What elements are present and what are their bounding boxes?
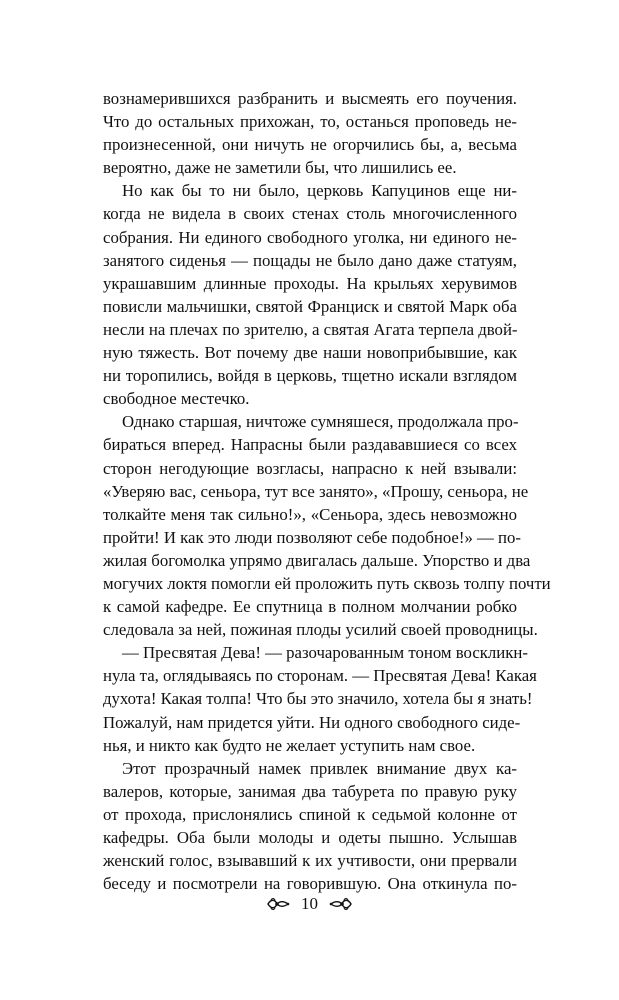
page-number: 10 [301,894,318,913]
text-line: украшавшим длинные проходы. На крыльях херувимов [103,273,517,293]
text-line: следовала за ней, пожиная плоды усилий своей проводницы. [103,620,538,640]
text-line: могучих локтя помогли ей проложить путь сквозь толпу почти [103,573,551,593]
text-line: «Уверяю вас, сеньора, тут все занято», «Прошу, сеньора, не [103,481,529,501]
text-line: нья, и никто как будто не желает уступить нам свое. [103,735,476,755]
text-line: Но как бы то ни было, церковь Капуцинов еще ни- [122,181,517,201]
text-line: Однако старшая, ничтоже сумняшеся, продолжала про- [122,412,519,432]
text-line: женский голос, взывавший к их учтивости, они прервали [103,851,517,871]
text-line: бираться вперед. Напрасны были раздававшиеся со всех [103,435,517,455]
text-line: толкайте меня так сильно!», «Сеньора, здесь невозможно [103,504,517,524]
text-line: вознамерившихся разбранить и высмеять его поучения. [103,89,517,108]
fleuron-ornament-icon [327,897,355,911]
text-line: Что до остальных прихожан, то, останься проповедь не- [103,112,517,132]
text-line: когда не видела в своих стенах столь многочисленного [103,204,517,224]
text-line: ную тяжесть. Вот почему две наши новоприбывшие, как [103,343,517,363]
fleuron-ornament-icon [264,897,292,911]
text-line: свободное местечко. [103,389,250,409]
text-line: беседу и посмотрели на говорившую. Она откинула по- [103,874,517,894]
text-line: занятого сиденья — пощады не было дано даже статуям, [103,250,517,270]
text-line: нула та, оглядываясь по сторонам. — Пресвятая Дева! Какая [103,666,537,686]
text-line: Пожалуй, нам придется уйти. Ни одного свободного сиде- [103,712,521,732]
text-line: валеров, которые, занимая два табурета по правую руку [103,781,517,801]
text-line: вероятно, даже не заметили бы, что лишились ее. [103,158,457,178]
text-line: — Пресвятая Дева! — разочарованным тоном воскликн- [122,643,528,663]
text-line: жилая богомолка упрямо двигалась дальше. Упорство и два [103,550,531,570]
text-line: ни торопились, войдя в церковь, тщетно искали взглядом [103,366,517,386]
text-line: несли на плечах по зрителю, а святая Агата терпела двой- [103,319,518,339]
book-page-text [103,87,551,895]
text-line: от прохода, прислонялись спиной к седьмой колонне от [103,804,517,824]
text-line: пройти! И как это люди позволяют себе подобное!» — по- [103,527,521,547]
page-footer [0,892,619,916]
text-line: повисли мальчишки, святой Франциск и святой Марк оба [103,296,517,316]
text-line: к самой кафедре. Ее спутница в полном молчании робко [103,597,517,617]
text-line: сторон негодующие возгласы, напрасно к ней взывали: [103,458,517,478]
text-line: духота! Какая толпа! Что бы это значило, хотела бы я знать! [103,689,533,709]
text-line: собрания. Ни единого свободного уголка, ни единого не- [103,227,517,247]
text-line: произнесенной, они ничуть не огорчились бы, а, весьма [103,135,517,155]
text-line: Этот прозрачный намек привлек внимание двух ка- [122,758,517,778]
text-line: кафедры. Оба были молоды и одеты пышно. Услышав [103,828,517,847]
